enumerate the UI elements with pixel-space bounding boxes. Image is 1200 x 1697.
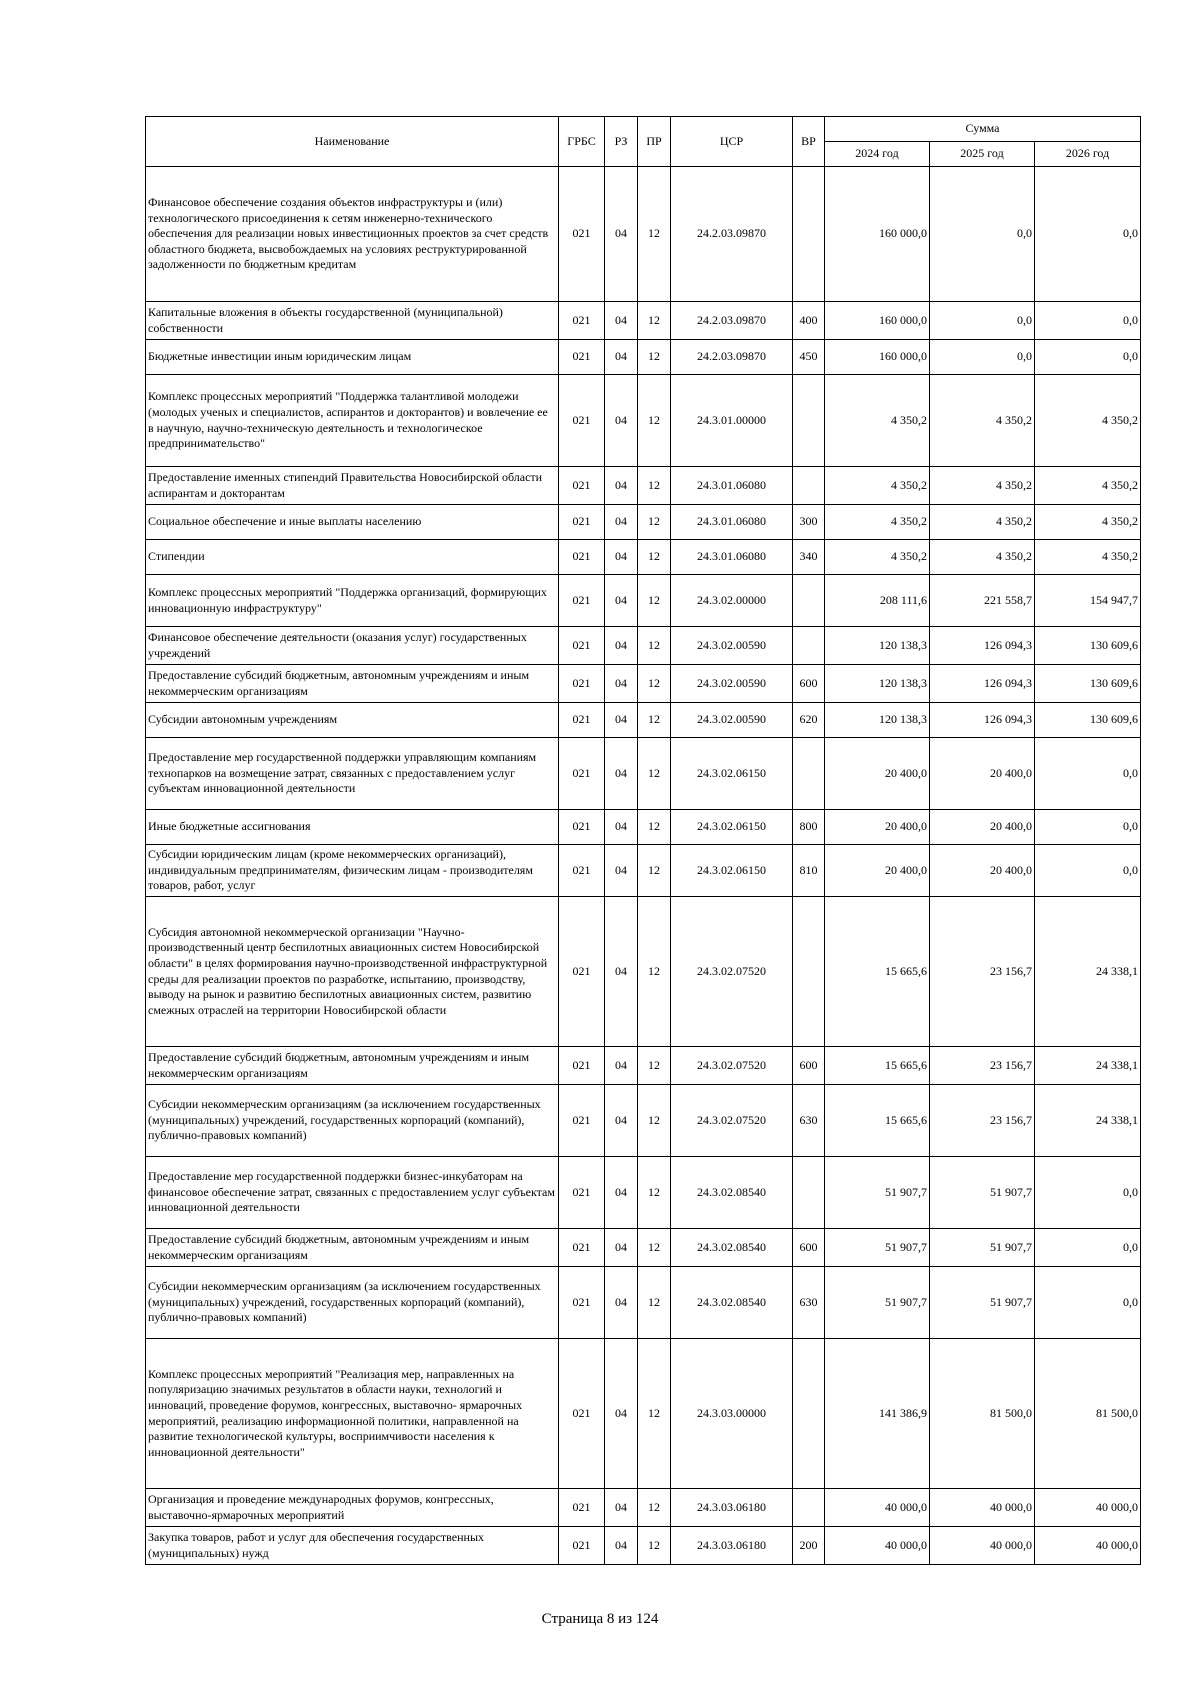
cell-grbs: 021 (559, 1229, 605, 1267)
header-sum: Сумма (825, 117, 1141, 142)
cell-name: Предоставление именных стипендий Правительства Новосибирской области аспирантам и докторантам (146, 467, 559, 505)
cell-grbs: 021 (559, 845, 605, 897)
cell-name: Бюджетные инвестиции иным юридическим лицам (146, 340, 559, 375)
cell-pr: 12 (638, 1229, 671, 1267)
table-row (146, 540, 1141, 575)
table-body (146, 167, 1141, 1565)
page-current: 8 (606, 1611, 615, 1627)
cell-2025: 4 350,2 (930, 375, 1035, 467)
cell-pr: 12 (638, 1527, 671, 1565)
cell-name: Иные бюджетные ассигнования (146, 810, 559, 845)
cell-2026: 24 338,1 (1035, 1085, 1141, 1157)
cell-pr: 12 (638, 1339, 671, 1489)
cell-2026: 154 947,7 (1035, 575, 1141, 627)
cell-pr: 12 (638, 1489, 671, 1527)
cell-2025: 0,0 (930, 167, 1035, 302)
cell-rz: 04 (605, 1085, 638, 1157)
cell-2025: 23 156,7 (930, 897, 1035, 1047)
cell-2026: 4 350,2 (1035, 540, 1141, 575)
cell-grbs: 021 (559, 340, 605, 375)
cell-2024: 141 386,9 (825, 1339, 930, 1489)
cell-2025: 4 350,2 (930, 505, 1035, 540)
cell-2024: 160 000,0 (825, 167, 930, 302)
cell-csr: 24.3.02.06150 (671, 845, 793, 897)
cell-grbs: 021 (559, 302, 605, 340)
cell-name: Финансовое обеспечение создания объектов инфраструктуры и (или) технологического присоединения к сетям инженерно-технического обеспечения для реализации новых инвестиционных проектов за счет средств областного бюджета, высвобождаемых на условиях реструктурированной задолженности по бюджетным кредитам (146, 167, 559, 302)
table-row (146, 627, 1141, 665)
cell-csr: 24.3.02.06150 (671, 738, 793, 810)
cell-csr: 24.3.02.08540 (671, 1157, 793, 1229)
cell-rz: 04 (605, 575, 638, 627)
cell-name: Предоставление мер государственной поддержки управляющим компаниям технопарков на возмещение затрат, связанных с предоставлением услуг субъектам инновационной деятельности (146, 738, 559, 810)
cell-2025: 40 000,0 (930, 1489, 1035, 1527)
cell-csr: 24.3.02.08540 (671, 1267, 793, 1339)
cell-2024: 120 138,3 (825, 703, 930, 738)
cell-grbs: 021 (559, 1157, 605, 1229)
cell-2024: 20 400,0 (825, 845, 930, 897)
cell-2026: 4 350,2 (1035, 375, 1141, 467)
cell-grbs: 021 (559, 575, 605, 627)
cell-rz: 04 (605, 540, 638, 575)
table-row (146, 1339, 1141, 1489)
cell-grbs: 021 (559, 665, 605, 703)
cell-2026: 0,0 (1035, 340, 1141, 375)
page-label: Страница (541, 1611, 604, 1627)
cell-grbs: 021 (559, 1047, 605, 1085)
table-row (146, 1267, 1141, 1339)
cell-vr (793, 1157, 825, 1229)
cell-grbs: 021 (559, 1527, 605, 1565)
cell-vr: 340 (793, 540, 825, 575)
cell-pr: 12 (638, 505, 671, 540)
cell-name: Предоставление субсидий бюджетным, автономным учреждениям и иным некоммерческим организациям (146, 665, 559, 703)
cell-2024: 15 665,6 (825, 1085, 930, 1157)
cell-2025: 126 094,3 (930, 703, 1035, 738)
cell-2026: 81 500,0 (1035, 1339, 1141, 1489)
of-label: из (618, 1611, 633, 1627)
cell-pr: 12 (638, 540, 671, 575)
cell-2024: 4 350,2 (825, 375, 930, 467)
cell-name: Стипендии (146, 540, 559, 575)
cell-name: Комплекс процессных мероприятий "Поддержка организаций, формирующих инновационную инфраструктуру" (146, 575, 559, 627)
table-row (146, 375, 1141, 467)
cell-2024: 15 665,6 (825, 897, 930, 1047)
cell-name: Комплекс процессных мероприятий "Поддержка талантливой молодежи (молодых ученых и специалистов, аспирантов и докторантов) и вовлечение ее в научную, научно-техническую деятельность и технологическое предпринимательство" (146, 375, 559, 467)
table-row (146, 1527, 1141, 1565)
cell-name: Субсидия автономной некоммерческой организации "Научно-производственный центр беспилотных авиационных систем Новосибирской области" в целях формирования научно-производственной инфраструктурной среды для реализации проектов по разработке, испытанию, производству, выводу на рынок и развитию беспилотных авиационных систем, развитию смежных отраслей на территории Новосибирской области (146, 897, 559, 1047)
cell-2026: 130 609,6 (1035, 665, 1141, 703)
header-year-2024: 2024 год (825, 142, 930, 167)
cell-rz: 04 (605, 375, 638, 467)
cell-vr (793, 627, 825, 665)
cell-vr (793, 897, 825, 1047)
cell-2026: 0,0 (1035, 302, 1141, 340)
cell-grbs: 021 (559, 1085, 605, 1157)
header-csr: ЦСР (671, 117, 793, 167)
cell-name: Субсидии юридическим лицам (кроме некоммерческих организаций), индивидуальным предпринимателям, физическим лицам - производителям товаров, работ, услуг (146, 845, 559, 897)
cell-2024: 120 138,3 (825, 665, 930, 703)
table-row (146, 1489, 1141, 1527)
cell-vr: 400 (793, 302, 825, 340)
cell-2024: 4 350,2 (825, 505, 930, 540)
header-year-2026: 2026 год (1035, 142, 1141, 167)
cell-2025: 23 156,7 (930, 1047, 1035, 1085)
cell-csr: 24.2.03.09870 (671, 302, 793, 340)
cell-2026: 0,0 (1035, 1267, 1141, 1339)
cell-vr (793, 575, 825, 627)
cell-csr: 24.3.02.00590 (671, 703, 793, 738)
cell-name: Капитальные вложения в объекты государственной (муниципальной) собственности (146, 302, 559, 340)
cell-rz: 04 (605, 467, 638, 505)
table-row (146, 1157, 1141, 1229)
table-row (146, 467, 1141, 505)
cell-pr: 12 (638, 703, 671, 738)
cell-vr: 200 (793, 1527, 825, 1565)
header-name: Наименование (146, 117, 559, 167)
cell-rz: 04 (605, 167, 638, 302)
table-row (146, 897, 1141, 1047)
table-row (146, 810, 1141, 845)
cell-2026: 0,0 (1035, 1229, 1141, 1267)
cell-pr: 12 (638, 1047, 671, 1085)
cell-2024: 4 350,2 (825, 540, 930, 575)
cell-pr: 12 (638, 167, 671, 302)
cell-2026: 4 350,2 (1035, 467, 1141, 505)
cell-csr: 24.3.01.00000 (671, 375, 793, 467)
cell-2025: 4 350,2 (930, 540, 1035, 575)
cell-name: Субсидии автономным учреждениям (146, 703, 559, 738)
table-row (146, 302, 1141, 340)
cell-2024: 51 907,7 (825, 1229, 930, 1267)
cell-2024: 51 907,7 (825, 1157, 930, 1229)
cell-name: Закупка товаров, работ и услуг для обеспечения государственных (муниципальных) нужд (146, 1527, 559, 1565)
cell-name: Социальное обеспечение и иные выплаты населению (146, 505, 559, 540)
cell-2025: 126 094,3 (930, 665, 1035, 703)
cell-2024: 160 000,0 (825, 340, 930, 375)
table-row (146, 703, 1141, 738)
cell-2026: 40 000,0 (1035, 1527, 1141, 1565)
cell-vr: 600 (793, 1047, 825, 1085)
cell-2025: 51 907,7 (930, 1157, 1035, 1229)
cell-grbs: 021 (559, 375, 605, 467)
cell-rz: 04 (605, 1267, 638, 1339)
cell-2025: 81 500,0 (930, 1339, 1035, 1489)
header-row (146, 117, 1141, 142)
cell-name: Организация и проведение международных форумов, конгрессных, выставочно-ярмарочных мероприятий (146, 1489, 559, 1527)
cell-grbs: 021 (559, 1339, 605, 1489)
cell-rz: 04 (605, 703, 638, 738)
cell-pr: 12 (638, 1267, 671, 1339)
cell-pr: 12 (638, 845, 671, 897)
cell-2024: 15 665,6 (825, 1047, 930, 1085)
cell-grbs: 021 (559, 703, 605, 738)
cell-vr: 620 (793, 703, 825, 738)
cell-2026: 0,0 (1035, 845, 1141, 897)
cell-vr: 600 (793, 665, 825, 703)
cell-csr: 24.3.01.06080 (671, 505, 793, 540)
cell-2024: 4 350,2 (825, 467, 930, 505)
cell-csr: 24.2.03.09870 (671, 167, 793, 302)
header-rz: РЗ (605, 117, 638, 167)
cell-rz: 04 (605, 1229, 638, 1267)
cell-2025: 20 400,0 (930, 845, 1035, 897)
cell-vr: 810 (793, 845, 825, 897)
table-row (146, 340, 1141, 375)
header-year-2025: 2025 год (930, 142, 1035, 167)
cell-rz: 04 (605, 1339, 638, 1489)
cell-2025: 40 000,0 (930, 1527, 1035, 1565)
table-row (146, 738, 1141, 810)
cell-2025: 51 907,7 (930, 1229, 1035, 1267)
cell-pr: 12 (638, 738, 671, 810)
table-row (146, 1085, 1141, 1157)
cell-2026: 130 609,6 (1035, 627, 1141, 665)
cell-vr: 600 (793, 1229, 825, 1267)
cell-2025: 221 558,7 (930, 575, 1035, 627)
page-total: 124 (635, 1611, 659, 1627)
cell-rz: 04 (605, 302, 638, 340)
cell-2025: 23 156,7 (930, 1085, 1035, 1157)
cell-rz: 04 (605, 738, 638, 810)
cell-vr: 300 (793, 505, 825, 540)
cell-2024: 40 000,0 (825, 1527, 930, 1565)
cell-2026: 0,0 (1035, 738, 1141, 810)
cell-grbs: 021 (559, 167, 605, 302)
cell-rz: 04 (605, 340, 638, 375)
cell-2024: 160 000,0 (825, 302, 930, 340)
cell-2024: 20 400,0 (825, 810, 930, 845)
cell-rz: 04 (605, 845, 638, 897)
cell-csr: 24.3.02.06150 (671, 810, 793, 845)
cell-pr: 12 (638, 1085, 671, 1157)
cell-2025: 20 400,0 (930, 810, 1035, 845)
cell-name: Финансовое обеспечение деятельности (оказания услуг) государственных учреждений (146, 627, 559, 665)
cell-rz: 04 (605, 665, 638, 703)
cell-pr: 12 (638, 375, 671, 467)
cell-grbs: 021 (559, 897, 605, 1047)
cell-csr: 24.3.03.06180 (671, 1489, 793, 1527)
cell-pr: 12 (638, 1157, 671, 1229)
cell-2025: 0,0 (930, 340, 1035, 375)
cell-2024: 51 907,7 (825, 1267, 930, 1339)
cell-2024: 120 138,3 (825, 627, 930, 665)
cell-vr: 630 (793, 1085, 825, 1157)
cell-rz: 04 (605, 897, 638, 1047)
cell-2025: 20 400,0 (930, 738, 1035, 810)
cell-csr: 24.3.03.00000 (671, 1339, 793, 1489)
cell-rz: 04 (605, 627, 638, 665)
cell-2024: 40 000,0 (825, 1489, 930, 1527)
cell-rz: 04 (605, 1047, 638, 1085)
header-pr: ПР (638, 117, 671, 167)
cell-vr: 630 (793, 1267, 825, 1339)
cell-csr: 24.3.02.07520 (671, 1085, 793, 1157)
cell-csr: 24.3.02.07520 (671, 1047, 793, 1085)
cell-csr: 24.3.02.07520 (671, 897, 793, 1047)
cell-grbs: 021 (559, 505, 605, 540)
cell-rz: 04 (605, 505, 638, 540)
cell-pr: 12 (638, 340, 671, 375)
cell-2026: 0,0 (1035, 810, 1141, 845)
cell-vr (793, 375, 825, 467)
cell-vr: 800 (793, 810, 825, 845)
cell-csr: 24.3.02.08540 (671, 1229, 793, 1267)
cell-rz: 04 (605, 1157, 638, 1229)
table-row (146, 1047, 1141, 1085)
table-row (146, 575, 1141, 627)
cell-rz: 04 (605, 1489, 638, 1527)
cell-2026: 24 338,1 (1035, 897, 1141, 1047)
budget-table (145, 116, 1141, 1565)
page-footer (0, 1611, 1200, 1628)
cell-name: Комплекс процессных мероприятий "Реализация мер, направленных на популяризацию значимых результатов в области науки, технологий и инноваций, проведение форумов, конгрессных, выставочно- ярмарочных мероприятий, реализацию информационной политики, направленной на развитие технологической культуры, восприимчивости населения к инновационной деятельности" (146, 1339, 559, 1489)
cell-grbs: 021 (559, 627, 605, 665)
cell-2025: 0,0 (930, 302, 1035, 340)
cell-grbs: 021 (559, 540, 605, 575)
cell-name: Предоставление субсидий бюджетным, автономным учреждениям и иным некоммерческим организациям (146, 1047, 559, 1085)
table-row (146, 665, 1141, 703)
header-grbs: ГРБС (559, 117, 605, 167)
cell-csr: 24.3.01.06080 (671, 467, 793, 505)
header-vr: ВР (793, 117, 825, 167)
cell-rz: 04 (605, 1527, 638, 1565)
cell-2026: 4 350,2 (1035, 505, 1141, 540)
cell-pr: 12 (638, 810, 671, 845)
cell-grbs: 021 (559, 810, 605, 845)
cell-2025: 126 094,3 (930, 627, 1035, 665)
cell-rz: 04 (605, 810, 638, 845)
table-row (146, 845, 1141, 897)
cell-name: Субсидии некоммерческим организациям (за исключением государственных (муниципальных) учреждений, государственных корпораций (компаний), публично-правовых компаний) (146, 1267, 559, 1339)
cell-grbs: 021 (559, 738, 605, 810)
cell-grbs: 021 (559, 1267, 605, 1339)
cell-csr: 24.3.02.00590 (671, 665, 793, 703)
table-row (146, 1229, 1141, 1267)
cell-csr: 24.3.01.06080 (671, 540, 793, 575)
cell-name: Субсидии некоммерческим организациям (за исключением государственных (муниципальных) учреждений, государственных корпораций (компаний), публично-правовых компаний) (146, 1085, 559, 1157)
cell-pr: 12 (638, 575, 671, 627)
cell-2025: 51 907,7 (930, 1267, 1035, 1339)
cell-vr (793, 1489, 825, 1527)
cell-csr: 24.2.03.09870 (671, 340, 793, 375)
cell-pr: 12 (638, 665, 671, 703)
cell-name: Предоставление мер государственной поддержки бизнес-инкубаторам на финансовое обеспечение затрат, связанных с предоставлением услуг субъектам инновационной деятельности (146, 1157, 559, 1229)
cell-2026: 0,0 (1035, 167, 1141, 302)
cell-vr (793, 467, 825, 505)
cell-csr: 24.3.03.06180 (671, 1527, 793, 1565)
cell-grbs: 021 (559, 1489, 605, 1527)
cell-vr (793, 1339, 825, 1489)
cell-csr: 24.3.02.00000 (671, 575, 793, 627)
table-row (146, 505, 1141, 540)
cell-vr (793, 167, 825, 302)
cell-grbs: 021 (559, 467, 605, 505)
cell-vr (793, 738, 825, 810)
cell-2024: 208 111,6 (825, 575, 930, 627)
cell-pr: 12 (638, 467, 671, 505)
cell-2026: 130 609,6 (1035, 703, 1141, 738)
cell-2026: 24 338,1 (1035, 1047, 1141, 1085)
cell-pr: 12 (638, 627, 671, 665)
cell-2025: 4 350,2 (930, 467, 1035, 505)
cell-csr: 24.3.02.00590 (671, 627, 793, 665)
cell-2024: 20 400,0 (825, 738, 930, 810)
cell-pr: 12 (638, 897, 671, 1047)
cell-2026: 0,0 (1035, 1157, 1141, 1229)
table-row (146, 167, 1141, 302)
cell-pr: 12 (638, 302, 671, 340)
cell-vr: 450 (793, 340, 825, 375)
cell-2026: 40 000,0 (1035, 1489, 1141, 1527)
cell-name: Предоставление субсидий бюджетным, автономным учреждениям и иным некоммерческим организациям (146, 1229, 559, 1267)
